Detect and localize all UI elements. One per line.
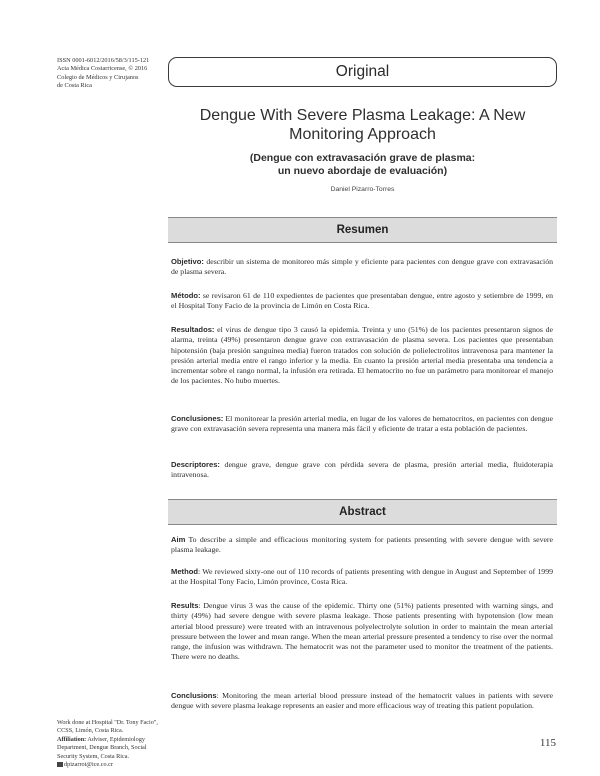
email-line — [57, 761, 161, 769]
resumen-metodo — [171, 291, 553, 312]
resumen-objetivo — [171, 257, 553, 278]
method-label: Method — [171, 567, 198, 576]
affiliation-note — [57, 736, 161, 761]
resumen-descriptores — [171, 460, 553, 481]
conclusiones-text: El monitorear la presión arterial media, en lugar de los valores de hematocritos, en pacientes con dengue grave con extravasación severa representa una manera más fácil y eficiente de tratar a esta población de pacientes. — [171, 414, 553, 434]
aim-text: To describe a simple and efficacious monitoring system for patients presenting with severe dengue with severe plasma leakage. — [171, 535, 553, 555]
publisher-line: Colegio de Médicos y Cirujanos — [57, 73, 139, 81]
resultados-label: Resultados: — [171, 325, 215, 334]
author-sidenote — [57, 719, 161, 769]
resultados-text: el virus de dengue tipo 3 causó la epidemia. Treinta y uno (51%) de los pacientes presentaron signos de alarma, treinta (49%) presentaron dengue grave con extravasación de plasma severa. Los pacientes que presentaban hipotensión (baja presión sanguínea media) fueron tratados con solución de polielectrolitos intravenosa para mantener la presión arterial media entre el rango inferior y la media. En cuanto la presión arterial media presentaba una tendencia a incrementar sobre el rango normal, la infusión era retirada. El hematocrito no fue un parámetro para monitorear el manejo de los pacientes. No hubo muertes. — [171, 325, 553, 386]
journal-metadata — [57, 57, 169, 91]
conclusions-label: Conclusions — [171, 691, 217, 700]
abstract-aim — [171, 535, 553, 556]
resumen-conclusiones — [171, 414, 553, 435]
resumen-heading-text: Resumen — [336, 224, 389, 236]
article-subtitle — [168, 152, 557, 178]
page-number: 115 — [539, 737, 556, 749]
subtitle-line-1: (Dengue con extravasación grave de plasma: — [249, 152, 476, 164]
article-title — [168, 107, 557, 144]
affiliation-text: Adviser, Epidemiology Department, Dengue Branch, Social Security System, Costa Rica. — [57, 735, 147, 760]
resumen-resultados — [171, 325, 553, 387]
objetivo-label: Objetivo: — [171, 257, 204, 266]
abstract-heading-text: Abstract — [339, 506, 386, 518]
results-label: Results — [171, 601, 199, 610]
metodo-text: se revisaron 61 de 110 expedientes de pacientes que presentaban dengue, entre agosto y setiembre de 1999, en el Hospital Tony Facio de la provincia de Limón en Costa Rica. — [171, 291, 553, 311]
aim-label: Aim — [171, 535, 186, 544]
resumen-heading — [168, 217, 557, 243]
descriptores-text: dengue grave, dengue grave con pérdida severa de plasma, presión arterial media, fluidoterapia intravenosa. — [171, 460, 553, 480]
country-line: de Costa Rica — [57, 82, 92, 90]
abstract-results — [171, 601, 553, 663]
envelope-icon — [57, 762, 63, 767]
method-text: : We reviewed sixty-one out of 110 records of patients presenting with dengue in August and September of 1999 at the Hospital Tony Facio, Limón province, Costa Rica. — [171, 567, 553, 587]
conclusiones-label: Conclusiones: — [171, 414, 224, 423]
results-text: : Dengue virus 3 was the cause of the epidemic. Thirty one (51%) patients presented with warning sings, and thirty (49%) had severe dengue with severe plasma leakage. Those patients presenting with hypotension (low mean arterial blood pressure) were treated with an intravenous polyelectrolyte solution in order to maintain the mean arterial pressure between the lower and mean range. When the mean arterial pressure presented a tendency to rise over the normal range, the infusion was withdrawn. The hematocrit was not the parameter used to monitor the treatment of the patients. There were no deaths. — [171, 601, 553, 662]
descriptores-label: Descriptores: — [171, 460, 220, 469]
metodo-label: Método: — [171, 291, 201, 300]
objetivo-text: describir un sistema de monitoreo más simple y eficiente para pacientes con dengue grave con extravasación de plasma severa. — [171, 257, 553, 277]
author-email[interactable]: dpizarrot@ice.co.cr — [64, 761, 113, 769]
conclusions-text: : Monitoring the mean arterial blood pressure instead of the hematocrit values in patients with severe dengue with severe plasma leakage represents an easier and more efficacious way of treating this patient population. — [171, 691, 553, 711]
issn-line: ISSN 0001-6012/2016/58/3/115-121 — [57, 57, 150, 64]
section-label-box — [168, 57, 557, 87]
abstract-heading — [168, 499, 557, 525]
subtitle-line-2: un nuevo abordaje de evaluación) — [277, 164, 448, 177]
author-name: Daniel Pizarro-Torres — [330, 186, 395, 193]
affiliation-label: Affiliation: — [57, 735, 87, 743]
section-label: Original — [335, 63, 390, 80]
abstract-conclusions — [171, 691, 553, 712]
title-line-1: Dengue With Severe Plasma Leakage: A New — [199, 107, 526, 124]
journal-name-line: Acta Médica Costarricense, © 2016 — [57, 65, 148, 73]
title-line-2: Monitoring Approach — [289, 125, 436, 143]
work-done-note: Work done at Hospital "Dr. Tony Facio", CCSS, Limón, Costa Rica. — [57, 719, 158, 735]
abstract-method — [171, 567, 553, 588]
